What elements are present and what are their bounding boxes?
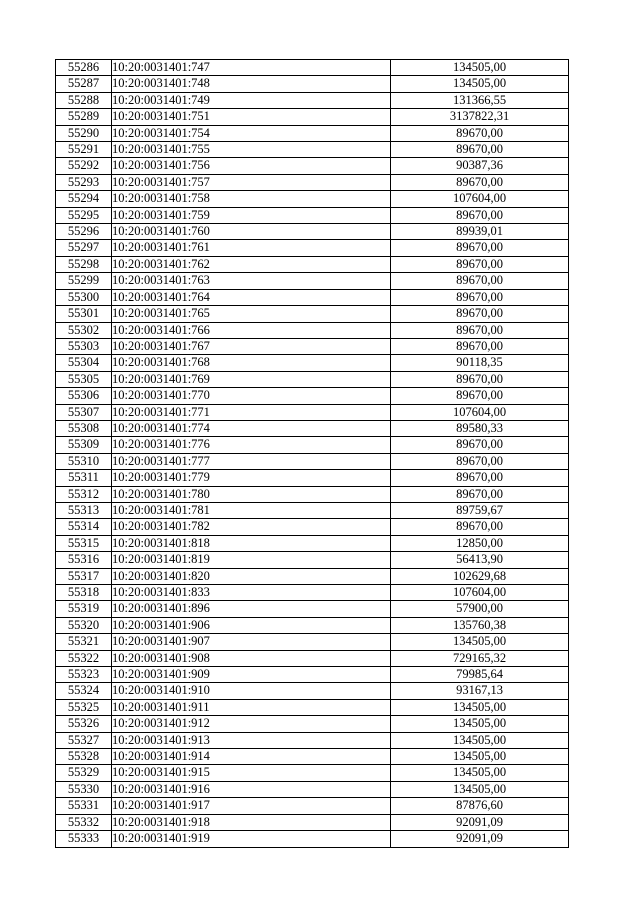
cadastral-number-cell: 10:20:0031401:771 (112, 404, 391, 420)
row-number-cell: 55291 (56, 142, 112, 158)
value-cell: 134505,00 (391, 716, 569, 732)
cadastral-number-cell: 10:20:0031401:759 (112, 207, 391, 223)
table-row (56, 420, 569, 436)
row-number-cell: 55287 (56, 76, 112, 92)
cadastral-number-cell: 10:20:0031401:769 (112, 371, 391, 387)
value-cell: 107604,00 (391, 191, 569, 207)
cadastral-number-cell: 10:20:0031401:782 (112, 519, 391, 535)
cadastral-number-cell: 10:20:0031401:756 (112, 158, 391, 174)
value-cell: 90387,36 (391, 158, 569, 174)
table-body (56, 60, 569, 848)
value-cell: 102629,68 (391, 568, 569, 584)
row-number-cell: 55297 (56, 240, 112, 256)
cadastral-number-cell: 10:20:0031401:910 (112, 683, 391, 699)
row-number-cell: 55286 (56, 60, 112, 76)
value-cell: 89670,00 (391, 306, 569, 322)
table-row (56, 519, 569, 535)
row-number-cell: 55315 (56, 535, 112, 551)
cadastral-number-cell: 10:20:0031401:907 (112, 634, 391, 650)
value-cell: 87876,60 (391, 798, 569, 814)
row-number-cell: 55326 (56, 716, 112, 732)
row-number-cell: 55320 (56, 617, 112, 633)
cadastral-number-cell: 10:20:0031401:913 (112, 732, 391, 748)
value-cell: 134505,00 (391, 765, 569, 781)
table-row (56, 650, 569, 666)
cadastral-number-cell: 10:20:0031401:781 (112, 502, 391, 518)
value-cell: 134505,00 (391, 76, 569, 92)
cadastral-number-cell: 10:20:0031401:915 (112, 765, 391, 781)
cadastral-number-cell: 10:20:0031401:751 (112, 109, 391, 125)
row-number-cell: 55327 (56, 732, 112, 748)
cadastral-number-cell: 10:20:0031401:764 (112, 289, 391, 305)
table-row (56, 371, 569, 387)
table-row (56, 585, 569, 601)
row-number-cell: 55294 (56, 191, 112, 207)
row-number-cell: 55311 (56, 470, 112, 486)
cadastral-number-cell: 10:20:0031401:914 (112, 749, 391, 765)
value-cell: 134505,00 (391, 699, 569, 715)
cadastral-number-cell: 10:20:0031401:780 (112, 486, 391, 502)
row-number-cell: 55307 (56, 404, 112, 420)
table-row (56, 831, 569, 847)
table-row (56, 470, 569, 486)
cadastral-number-cell: 10:20:0031401:768 (112, 355, 391, 371)
value-cell: 89670,00 (391, 207, 569, 223)
table-row (56, 355, 569, 371)
value-cell: 57900,00 (391, 601, 569, 617)
value-cell: 729165,32 (391, 650, 569, 666)
value-cell: 89670,00 (391, 142, 569, 158)
row-number-cell: 55324 (56, 683, 112, 699)
row-number-cell: 55292 (56, 158, 112, 174)
value-cell: 89670,00 (391, 240, 569, 256)
table-row (56, 749, 569, 765)
cadastral-number-cell: 10:20:0031401:774 (112, 420, 391, 436)
row-number-cell: 55304 (56, 355, 112, 371)
value-cell: 89670,00 (391, 470, 569, 486)
value-cell: 79985,64 (391, 667, 569, 683)
value-cell: 89759,67 (391, 502, 569, 518)
table-row (56, 306, 569, 322)
table-row (56, 109, 569, 125)
table-row (56, 158, 569, 174)
table-row (56, 732, 569, 748)
cadastral-number-cell: 10:20:0031401:765 (112, 306, 391, 322)
value-cell: 89670,00 (391, 453, 569, 469)
row-number-cell: 55330 (56, 781, 112, 797)
row-number-cell: 55325 (56, 699, 112, 715)
cadastral-number-cell: 10:20:0031401:918 (112, 814, 391, 830)
value-cell: 134505,00 (391, 749, 569, 765)
row-number-cell: 55333 (56, 831, 112, 847)
value-cell: 134505,00 (391, 634, 569, 650)
cadastral-number-cell: 10:20:0031401:763 (112, 273, 391, 289)
value-cell: 89939,01 (391, 224, 569, 240)
value-cell: 135760,38 (391, 617, 569, 633)
table-row (56, 765, 569, 781)
value-cell: 89670,00 (391, 322, 569, 338)
table-row (56, 191, 569, 207)
row-number-cell: 55312 (56, 486, 112, 502)
cadastral-number-cell: 10:20:0031401:909 (112, 667, 391, 683)
table-row (56, 338, 569, 354)
value-cell: 92091,09 (391, 814, 569, 830)
cadastral-number-cell: 10:20:0031401:776 (112, 437, 391, 453)
cadastral-number-cell: 10:20:0031401:908 (112, 650, 391, 666)
value-cell: 89670,00 (391, 256, 569, 272)
value-cell: 134505,00 (391, 732, 569, 748)
cadastral-number-cell: 10:20:0031401:819 (112, 552, 391, 568)
table-row (56, 486, 569, 502)
table-row (56, 601, 569, 617)
value-cell: 89670,00 (391, 437, 569, 453)
cadastral-number-cell: 10:20:0031401:767 (112, 338, 391, 354)
value-cell: 89670,00 (391, 273, 569, 289)
row-number-cell: 55296 (56, 224, 112, 240)
table-row (56, 322, 569, 338)
row-number-cell: 55317 (56, 568, 112, 584)
row-number-cell: 55295 (56, 207, 112, 223)
row-number-cell: 55300 (56, 289, 112, 305)
table-row (56, 60, 569, 76)
table-row (56, 273, 569, 289)
row-number-cell: 55288 (56, 92, 112, 108)
table-row (56, 256, 569, 272)
cadastral-number-cell: 10:20:0031401:748 (112, 76, 391, 92)
row-number-cell: 55313 (56, 502, 112, 518)
table-row (56, 667, 569, 683)
cadastral-value-table (55, 59, 569, 848)
value-cell: 89670,00 (391, 486, 569, 502)
table-row (56, 502, 569, 518)
table-row (56, 716, 569, 732)
cadastral-number-cell: 10:20:0031401:760 (112, 224, 391, 240)
row-number-cell: 55308 (56, 420, 112, 436)
value-cell: 89670,00 (391, 338, 569, 354)
cadastral-number-cell: 10:20:0031401:757 (112, 174, 391, 190)
row-number-cell: 55329 (56, 765, 112, 781)
table-row (56, 224, 569, 240)
row-number-cell: 55322 (56, 650, 112, 666)
table-row (56, 388, 569, 404)
value-cell: 56413,90 (391, 552, 569, 568)
row-number-cell: 55303 (56, 338, 112, 354)
cadastral-number-cell: 10:20:0031401:779 (112, 470, 391, 486)
cadastral-number-cell: 10:20:0031401:917 (112, 798, 391, 814)
table-row (56, 142, 569, 158)
cadastral-number-cell: 10:20:0031401:747 (112, 60, 391, 76)
table-row (56, 781, 569, 797)
cadastral-number-cell: 10:20:0031401:754 (112, 125, 391, 141)
row-number-cell: 55306 (56, 388, 112, 404)
value-cell: 107604,00 (391, 404, 569, 420)
table-row (56, 125, 569, 141)
row-number-cell: 55298 (56, 256, 112, 272)
cadastral-number-cell: 10:20:0031401:762 (112, 256, 391, 272)
value-cell: 134505,00 (391, 60, 569, 76)
cadastral-number-cell: 10:20:0031401:761 (112, 240, 391, 256)
table-row (56, 568, 569, 584)
cadastral-number-cell: 10:20:0031401:906 (112, 617, 391, 633)
cadastral-number-cell: 10:20:0031401:912 (112, 716, 391, 732)
row-number-cell: 55293 (56, 174, 112, 190)
row-number-cell: 55310 (56, 453, 112, 469)
table-row (56, 437, 569, 453)
value-cell: 89670,00 (391, 125, 569, 141)
cadastral-number-cell: 10:20:0031401:749 (112, 92, 391, 108)
cadastral-number-cell: 10:20:0031401:896 (112, 601, 391, 617)
table-row (56, 683, 569, 699)
table-row (56, 814, 569, 830)
cadastral-number-cell: 10:20:0031401:818 (112, 535, 391, 551)
row-number-cell: 55314 (56, 519, 112, 535)
row-number-cell: 55321 (56, 634, 112, 650)
value-cell: 90118,35 (391, 355, 569, 371)
row-number-cell: 55319 (56, 601, 112, 617)
cadastral-number-cell: 10:20:0031401:916 (112, 781, 391, 797)
cadastral-number-cell: 10:20:0031401:919 (112, 831, 391, 847)
cadastral-number-cell: 10:20:0031401:777 (112, 453, 391, 469)
table-row (56, 289, 569, 305)
cadastral-number-cell: 10:20:0031401:770 (112, 388, 391, 404)
row-number-cell: 55332 (56, 814, 112, 830)
row-number-cell: 55328 (56, 749, 112, 765)
row-number-cell: 55316 (56, 552, 112, 568)
row-number-cell: 55289 (56, 109, 112, 125)
cadastral-number-cell: 10:20:0031401:820 (112, 568, 391, 584)
cadastral-number-cell: 10:20:0031401:758 (112, 191, 391, 207)
value-cell: 89670,00 (391, 519, 569, 535)
value-cell: 93167,13 (391, 683, 569, 699)
value-cell: 89670,00 (391, 371, 569, 387)
table-row (56, 76, 569, 92)
table-row (56, 207, 569, 223)
row-number-cell: 55323 (56, 667, 112, 683)
value-cell: 89580,33 (391, 420, 569, 436)
table-row (56, 404, 569, 420)
value-cell: 89670,00 (391, 289, 569, 305)
row-number-cell: 55301 (56, 306, 112, 322)
row-number-cell: 55309 (56, 437, 112, 453)
value-cell: 134505,00 (391, 781, 569, 797)
cadastral-number-cell: 10:20:0031401:911 (112, 699, 391, 715)
row-number-cell: 55302 (56, 322, 112, 338)
value-cell: 3137822,31 (391, 109, 569, 125)
table-row (56, 535, 569, 551)
table-row (56, 552, 569, 568)
cadastral-number-cell: 10:20:0031401:755 (112, 142, 391, 158)
value-cell: 131366,55 (391, 92, 569, 108)
table-row (56, 453, 569, 469)
row-number-cell: 55331 (56, 798, 112, 814)
cadastral-number-cell: 10:20:0031401:833 (112, 585, 391, 601)
table-row (56, 634, 569, 650)
value-cell: 89670,00 (391, 174, 569, 190)
table-row (56, 240, 569, 256)
row-number-cell: 55299 (56, 273, 112, 289)
row-number-cell: 55318 (56, 585, 112, 601)
row-number-cell: 55290 (56, 125, 112, 141)
value-cell: 92091,09 (391, 831, 569, 847)
value-cell: 12850,00 (391, 535, 569, 551)
table-row (56, 617, 569, 633)
value-cell: 107604,00 (391, 585, 569, 601)
value-cell: 89670,00 (391, 388, 569, 404)
table-row (56, 174, 569, 190)
table-row (56, 92, 569, 108)
table-row (56, 798, 569, 814)
row-number-cell: 55305 (56, 371, 112, 387)
table-row (56, 699, 569, 715)
cadastral-number-cell: 10:20:0031401:766 (112, 322, 391, 338)
